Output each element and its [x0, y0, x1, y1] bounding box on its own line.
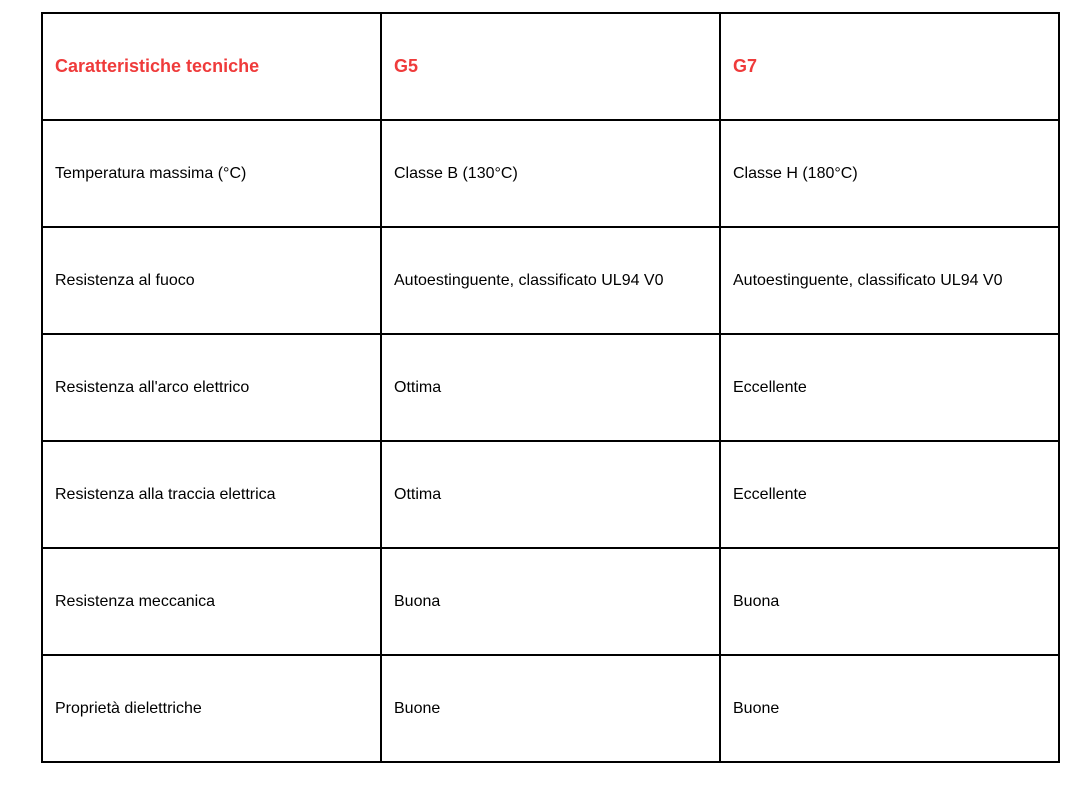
g7-value: Eccellente — [720, 441, 1059, 548]
g5-value: Buona — [381, 548, 720, 655]
header-cell-feature: Caratteristiche tecniche — [42, 13, 381, 120]
header-row — [42, 13, 1059, 120]
header-cell-g7: G7 — [720, 13, 1059, 120]
g5-value: Autoestinguente, classificato UL94 V0 — [381, 227, 720, 334]
g5-value: Ottima — [381, 441, 720, 548]
g5-value: Ottima — [381, 334, 720, 441]
table-row — [42, 655, 1059, 762]
table-row — [42, 334, 1059, 441]
g7-value: Buona — [720, 548, 1059, 655]
specs-table — [41, 12, 1060, 763]
table-row — [42, 227, 1059, 334]
g5-value: Classe B (130°C) — [381, 120, 720, 227]
g7-value: Buone — [720, 655, 1059, 762]
g7-value: Classe H (180°C) — [720, 120, 1059, 227]
row-label: Proprietà dielettriche — [42, 655, 381, 762]
table-row — [42, 441, 1059, 548]
row-label: Temperatura massima (°C) — [42, 120, 381, 227]
g5-value: Buone — [381, 655, 720, 762]
header-cell-g5: G5 — [381, 13, 720, 120]
g7-value: Eccellente — [720, 334, 1059, 441]
row-label: Resistenza al fuoco — [42, 227, 381, 334]
row-label: Resistenza alla traccia elettrica — [42, 441, 381, 548]
g7-value: Autoestinguente, classificato UL94 V0 — [720, 227, 1059, 334]
row-label: Resistenza all'arco elettrico — [42, 334, 381, 441]
table-row — [42, 120, 1059, 227]
row-label: Resistenza meccanica — [42, 548, 381, 655]
table-row — [42, 548, 1059, 655]
